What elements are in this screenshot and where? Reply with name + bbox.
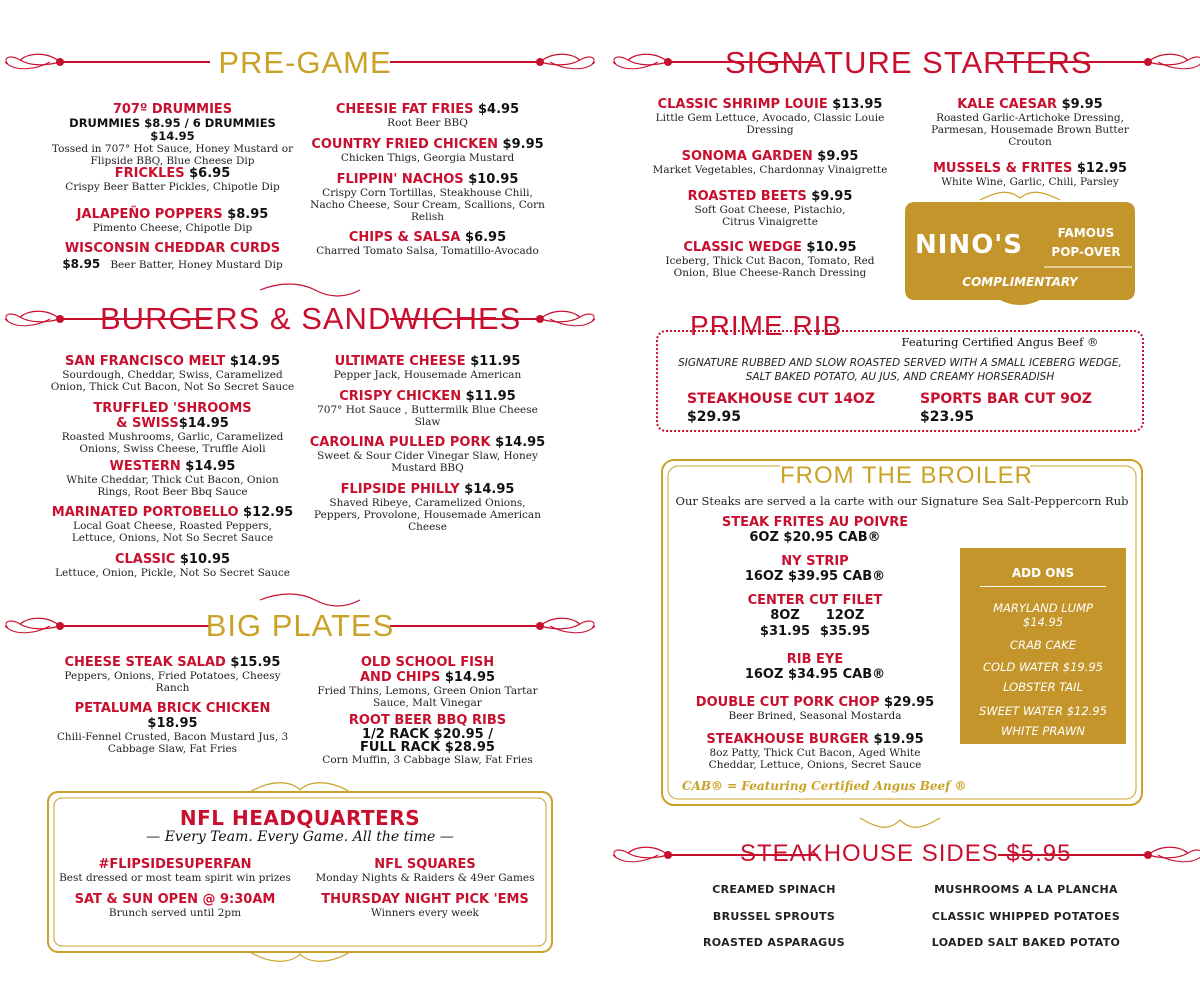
cab-footnote: CAB® = Featuring Certified Angus Beef ® (682, 779, 967, 793)
item-name: PETALUMA BRICK CHICKEN (74, 701, 271, 716)
addons-divider (980, 586, 1106, 587)
item-price: $13.95 (832, 97, 883, 112)
nfl-pickem (305, 892, 545, 919)
item-name: CHEESE STEAK SALAD (64, 655, 226, 670)
item-name: CRISPY CHICKEN (339, 389, 462, 404)
menu-item-chips (305, 230, 550, 257)
item-description: Charred Tomato Salsa, Tomatillo-Avocado (316, 245, 539, 257)
item-name: STEAK FRITES AU POIVRE (721, 515, 909, 530)
item-price-half: 1/2 RACK $20.95 / (361, 727, 493, 742)
item-name: OLD SCHOOL FISH (360, 655, 495, 670)
item-name: NY STRIP (781, 554, 849, 569)
menu-item-curds (50, 241, 295, 272)
item-name: STEAKHOUSE BURGER (706, 732, 869, 747)
nfl-squares (305, 857, 545, 884)
ninos-famous: FAMOUS (1057, 226, 1115, 240)
item-price: $10.95 (468, 172, 519, 187)
item-description: Winners every week (371, 907, 479, 919)
menu-item-sonoma (650, 149, 890, 176)
item-price-line: 16OZ $34.95 CAB® (744, 667, 886, 682)
item-price: $9.95 (811, 189, 853, 204)
item-name: COUNTRY FRIED CHICKEN (311, 137, 499, 152)
item-description: Corn Muffin, 3 Cabbage Slaw, Fat Fries (322, 754, 533, 766)
menu-item-classic (50, 552, 295, 579)
menu-item-nachos (305, 172, 550, 223)
item-price: $14.95 (444, 670, 496, 685)
item-name: FRICKLES (114, 166, 185, 181)
addon-lobster-tail: LOBSTER TAIL (1003, 680, 1083, 694)
menu-item-sfmelt (50, 354, 295, 393)
primerib-featuring: Featuring Certified Angus Beef ® (901, 335, 1099, 349)
filet-oz-12: 12OZ (825, 608, 865, 623)
menu-item-fatfries (305, 102, 550, 129)
item-description: Fried Thins, Lemons, Green Onion Tartar Sauce, Malt Vinegar (317, 685, 538, 709)
nfl-open (55, 892, 295, 919)
addon-cold-water: COLD WATER $19.95 (982, 660, 1103, 674)
menu-item-mussels (925, 161, 1135, 188)
item-name: RIB EYE (786, 652, 844, 667)
item-description: Sourdough, Cheddar, Swiss, Caramelized Onion, Thick Cut Bacon, Not So Secret Sauce (50, 369, 295, 393)
item-price-full: FULL RACK $28.95 (360, 740, 495, 755)
item-name: CLASSIC (114, 552, 176, 567)
item-price-line: 16OZ $39.95 CAB® (744, 569, 886, 584)
menu-item-beets (650, 189, 890, 228)
item-name-2: & SWISS (116, 416, 179, 431)
menu-item-fishchips (305, 655, 550, 709)
filet-price-12: $35.95 (819, 624, 871, 639)
item-description: Root Beer BBQ (387, 117, 468, 129)
item-price: $12.95 (1076, 161, 1128, 176)
sides-title: STEAKHOUSE SIDES $5.95 (740, 840, 1072, 867)
burgers-title: BURGERS & SANDWICHES (100, 301, 522, 336)
item-name: CHIPS & SALSA (348, 230, 461, 245)
item-name: KALE CAESAR (957, 97, 1058, 112)
item-price: $14.95 (495, 435, 546, 450)
item-name: ROOT BEER BBQ RIBS (348, 713, 507, 728)
item-price: $9.95 (502, 137, 544, 152)
item-description: Brunch served until 2pm (108, 907, 242, 919)
item-price: $15.95 (230, 655, 281, 670)
item-description: Crispy Corn Tortillas, Steakhouse Chili, Nacho Cheese, Sour Cream, Scallions, Corn Relish (310, 187, 545, 223)
item-name: #FLIPSIDESUPERFAN (98, 857, 252, 872)
menu-item-louie (650, 97, 890, 136)
menu-item-filet (700, 593, 930, 640)
item-description: Roasted Garlic-Artichoke Dressing, Parmesan, Housemade Brown Butter Crouton (931, 112, 1129, 148)
broiler-intro: Our Steaks are served a la carte with our Signature Sea Salt-Peppercorn Rub (675, 494, 1129, 508)
item-description: Crispy Beer Batter Pickles, Chipotle Dip (65, 181, 280, 193)
item-price: $14.95 (178, 416, 229, 431)
item-name: MARINATED PORTOBELLO (51, 505, 239, 520)
menu-item-porkchop (690, 695, 940, 722)
side-item: BRUSSEL SPROUTS (712, 910, 836, 923)
item-description: Chili-Fennel Crusted, Bacon Mustard Jus, 3 Cabbage Slaw, Fat Fries (56, 731, 289, 755)
item-price: $10.95 (179, 552, 231, 567)
menu-item-nystrip (700, 554, 930, 585)
addon-white-prawn: WHITE PRAWN (1001, 724, 1085, 738)
menu-item-friedchicken (305, 137, 550, 164)
menu-item-petaluma (50, 701, 295, 755)
menu-item-truffled (50, 401, 295, 455)
item-price: $8.95 (227, 207, 269, 222)
item-name: NFL SQUARES (374, 857, 476, 872)
item-description: White Wine, Garlic, Chili, Parsley (941, 176, 1119, 188)
item-price-line: 6OZ $20.95 CAB® (749, 530, 881, 545)
item-price: $6.95 (189, 166, 231, 181)
menu-item-ultimate (305, 354, 550, 381)
menu-item-steakburger (680, 732, 950, 771)
item-name: FLIPPIN' NACHOS (336, 172, 464, 187)
item-description: White Cheddar, Thick Cut Bacon, Onion Rings, Root Beer Bbq Sauce (66, 474, 279, 498)
item-description: Peppers, Onions, Fried Potatoes, Cheesy Ranch (64, 670, 281, 694)
item-description: Iceberg, Thick Cut Bacon, Tomato, Red Onion, Blue Cheese-Ranch Dressing (665, 255, 875, 279)
item-price: $18.95 (147, 716, 198, 731)
addons-title: ADD ONS (1011, 566, 1075, 580)
menu-item-carolina (305, 435, 550, 474)
menu-item-kale (925, 97, 1135, 148)
item-name: DOUBLE CUT PORK CHOP (695, 695, 880, 710)
menu-item-ribeye (700, 652, 930, 683)
item-price: $9.95 (1061, 97, 1103, 112)
item-description: 8oz Patty, Thick Cut Bacon, Aged White Cheddar, Lettuce, Onions, Secret Sauce (708, 747, 922, 771)
ninos-popover: POP-OVER (1051, 245, 1121, 259)
item-price: $12.95 (243, 505, 294, 520)
item-name: SAN FRANCISCO MELT (64, 354, 226, 369)
primerib-description: SIGNATURE RUBBED AND SLOW ROASTED SERVED WITH A SMALL ICEBERG WEDGE, SALT BAKED POTATO, AU JUS, AND CREAMY HORSERADISH (678, 357, 1122, 383)
menu-item-western (50, 459, 295, 498)
item-description: Local Goat Cheese, Roasted Peppers, Lettuce, Onions, Not So Secret Sauce (71, 520, 274, 544)
item-name: 707º DRUMMIES (112, 102, 233, 117)
item-price: $8.95 (62, 257, 101, 271)
item-name: TRUFFLED 'SHROOMS (93, 401, 252, 416)
primerib-cut-steakhouse: STEAKHOUSE CUT 14OZ (687, 391, 875, 407)
filet-price-8: $31.95 (759, 624, 811, 639)
item-description: Monday Nights & Raiders & 49er Games (315, 872, 535, 884)
ninos-complimentary: COMPLIMENTARY (962, 275, 1078, 289)
item-name: CLASSIC SHRIMP LOUIE (657, 97, 828, 112)
item-name: CHEESIE FAT FRIES (335, 102, 474, 117)
item-name: SAT & SUN OPEN @ 9:30AM (74, 892, 276, 907)
item-price: $29.95 (884, 695, 935, 710)
item-price: $14.95 (229, 354, 281, 369)
item-description: Market Vegetables, Chardonnay Vinaigrette (652, 164, 888, 176)
addon-crab-cake: CRAB CAKE (1009, 638, 1077, 652)
item-price: $11.95 (470, 354, 521, 369)
item-description: Shaved Ribeye, Caramelized Onions, Peppers, Provolone, Housemade American Cheese (314, 497, 541, 533)
menu-item-drummies (50, 102, 295, 167)
primerib-title: PRIME RIB (690, 310, 843, 341)
item-name: ROASTED BEETS (687, 189, 807, 204)
item-price: $11.95 (465, 389, 516, 404)
item-name: MUSSELS & FRITES (932, 161, 1073, 176)
ninos-name: NINO'S (915, 230, 1023, 260)
primerib-cut-sportsbar: SPORTS BAR CUT 9OZ (920, 391, 1092, 407)
menu-item-philly (305, 482, 550, 533)
item-name: WISCONSIN CHEDDAR CURDS (64, 241, 281, 256)
item-description: Pepper Jack, Housemade American (333, 369, 522, 381)
item-description: Beer Batter, Honey Mustard Dip (110, 259, 283, 271)
item-name: THURSDAY NIGHT PICK 'EMS (321, 892, 529, 907)
addons-box (960, 548, 1126, 744)
nfl-tagline: — Every Team. Every Game. All the time — (146, 829, 454, 845)
menu-item-cheesesteak-salad (50, 655, 295, 694)
item-name: FLIPSIDE PHILLY (340, 482, 460, 497)
nfl-superfan (55, 857, 295, 884)
menu-item-ribs (305, 713, 550, 766)
item-name: ULTIMATE CHEESE (334, 354, 466, 369)
item-description: Chicken Thigs, Georgia Mustard (340, 152, 515, 164)
side-item: CREAMED SPINACH (712, 883, 836, 896)
side-item: CLASSIC WHIPPED POTATOES (931, 910, 1121, 923)
bigplates-title: BIG PLATES (205, 608, 395, 643)
menu-item-frickles (50, 166, 295, 193)
broiler-title: FROM THE BROILER (780, 462, 1033, 489)
item-name: WESTERN (109, 459, 181, 474)
addon-sweet-water: SWEET WATER $12.95 (979, 704, 1107, 718)
item-name: CENTER CUT FILET (747, 593, 883, 608)
item-price: $10.95 (806, 240, 857, 255)
item-description: Soft Goat Cheese, Pistachio, Citrus Vinaigrette (694, 204, 846, 228)
addon-maryland-lump-price: $14.95 (1022, 615, 1064, 629)
addon-maryland-lump: MARYLAND LUMP (993, 601, 1093, 615)
item-description: Tossed in 707° Hot Sauce, Honey Mustard or Flipside BBQ, Blue Cheese Dip (51, 143, 294, 167)
primerib-price-sportsbar: $23.95 (920, 409, 975, 425)
side-item: MUSHROOMS A LA PLANCHA (934, 883, 1118, 896)
menu-item-portobello (50, 505, 295, 544)
item-price-line: DRUMMIES $8.95 / 6 DRUMMIES $14.95 (69, 116, 276, 143)
menu-item-jalapeno (50, 207, 295, 234)
item-name: SONOMA GARDEN (681, 149, 813, 164)
menu-item-crispy (305, 389, 550, 428)
menu-item-steakfrites (700, 515, 930, 546)
starters-title: SIGNATURE STARTERS (725, 45, 1093, 80)
item-description: Little Gem Lettuce, Avocado, Classic Louie Dressing (655, 112, 885, 136)
item-description: 707° Hot Sauce , Buttermilk Blue Cheese Slaw (317, 404, 538, 428)
side-item: LOADED SALT BAKED POTATO (931, 936, 1121, 949)
item-price: $19.95 (873, 732, 924, 747)
item-price: $9.95 (817, 149, 859, 164)
primerib-price-steakhouse: $29.95 (687, 409, 742, 425)
filet-oz-8: 8OZ (770, 608, 800, 623)
item-price: $14.95 (185, 459, 236, 474)
item-description: Pimento Cheese, Chipotle Dip (92, 222, 253, 234)
item-price: $6.95 (465, 230, 507, 245)
item-name-2: AND CHIPS (359, 670, 441, 685)
item-price: $4.95 (478, 102, 520, 117)
side-item: ROASTED ASPARAGUS (703, 936, 845, 949)
item-name: CLASSIC WEDGE (683, 240, 802, 255)
item-name: CAROLINA PULLED PORK (309, 435, 491, 450)
nfl-title: NFL HEADQUARTERS (179, 806, 421, 830)
item-price: $14.95 (464, 482, 515, 497)
menu-item-wedge (650, 240, 890, 279)
pregame-title: PRE-GAME (218, 45, 392, 80)
item-description: Roasted Mushrooms, Garlic, Caramelized Onions, Swiss Cheese, Truffle Aioli (61, 431, 284, 455)
item-description: Beer Brined, Seasonal Mostarda (728, 710, 902, 722)
item-description: Best dressed or most team spirit win prizes (59, 872, 291, 884)
item-name: JALAPEÑO POPPERS (76, 207, 223, 222)
item-description: Lettuce, Onion, Pickle, Not So Secret Sauce (55, 567, 290, 579)
item-description: Sweet & Sour Cider Vinegar Slaw, Honey Mustard BBQ (317, 450, 538, 474)
